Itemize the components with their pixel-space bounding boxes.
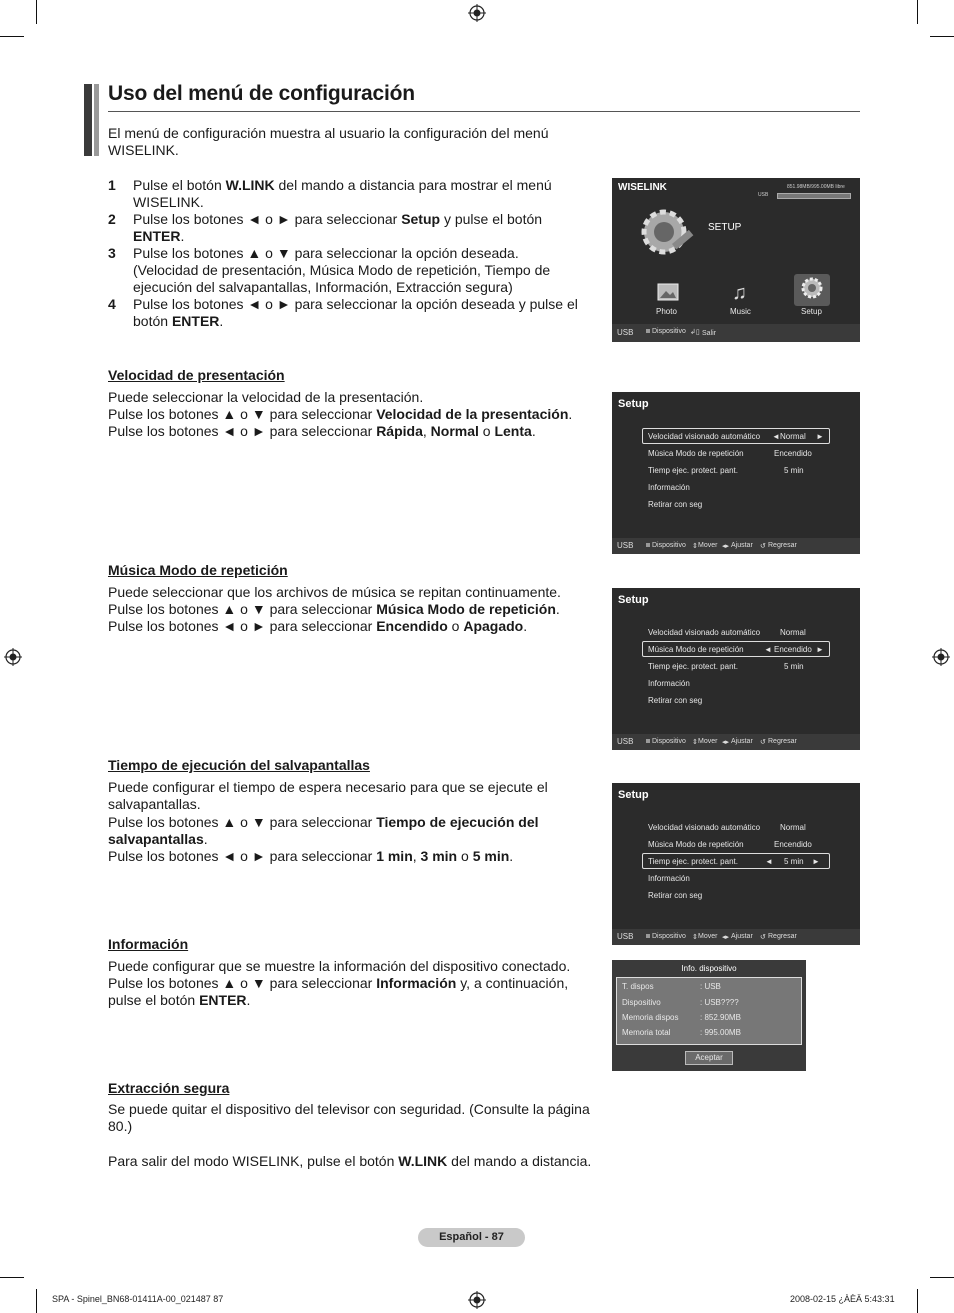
section-text: Pulse los botones ◄ o ► para seleccionar Rápida, Normal o Lenta. <box>108 423 536 439</box>
photo-icon[interactable] <box>657 283 679 301</box>
crop-mark <box>36 1289 37 1313</box>
footer-mover: Mover <box>698 738 718 745</box>
print-footer-right: 2008-02-15 ¿ÀÈÄ 5:43:31 <box>790 1294 895 1304</box>
info-value: : USB???? <box>700 998 739 1007</box>
leftright-icon: ◂▸ <box>722 739 730 746</box>
storage-label: 851.98MB/995.00MB libre <box>787 184 845 190</box>
menu-row-musica[interactable]: Música Modo de repetición <box>648 645 744 654</box>
footer-usb: USB <box>617 541 634 550</box>
crop-mark <box>917 1289 918 1313</box>
setup-footer <box>612 929 860 945</box>
section-text: Puede configurar que se muestre la información del dispositivo conectado. <box>108 958 571 974</box>
return-icon: ↺ <box>760 934 766 941</box>
menu-row-musica[interactable]: Música Modo de repetición <box>648 840 744 849</box>
menu-value: 5 min <box>784 857 804 866</box>
step-number: 1 <box>108 177 116 193</box>
footer-regresar: Regresar <box>768 933 797 940</box>
right-arrow-icon[interactable]: ► <box>816 645 824 654</box>
tab-setup[interactable]: Setup <box>801 307 822 316</box>
right-arrow-icon[interactable]: ► <box>812 857 820 866</box>
setup-footer <box>612 734 860 750</box>
setup-title: Setup <box>618 789 649 801</box>
left-arrow-icon[interactable]: ◄ <box>765 857 773 866</box>
red-key-icon <box>646 329 650 333</box>
info-value: : 995.00MB <box>700 1028 741 1037</box>
registration-mark-icon <box>932 648 950 666</box>
footer-ajustar: Ajustar <box>731 542 753 549</box>
info-dialog <box>612 960 806 1071</box>
menu-row-retirar[interactable]: Retirar con seg <box>648 500 703 509</box>
return-icon: ↺ <box>760 739 766 746</box>
right-arrow-icon[interactable]: ► <box>816 432 824 441</box>
footer-dispositivo: Dispositivo <box>652 933 686 940</box>
crop-mark <box>36 0 37 24</box>
info-value: : USB <box>700 982 721 991</box>
menu-value: Encendido <box>774 449 812 458</box>
crop-mark <box>0 1277 24 1278</box>
aceptar-button[interactable]: Aceptar <box>685 1051 733 1065</box>
setup-small-gear-icon[interactable] <box>800 276 824 300</box>
footer-usb: USB <box>617 328 634 337</box>
step-number: 3 <box>108 245 116 261</box>
wiselink-screen <box>612 178 860 342</box>
updown-icon: ⇕ <box>692 934 698 941</box>
footer-ajustar: Ajustar <box>731 933 753 940</box>
footer-salir: Salir <box>702 330 717 337</box>
step-text: Pulse los botones ◄ o ► para seleccionar la opción deseada y pulse el botón ENTER. <box>133 296 578 329</box>
info-key: Memoria dispos <box>622 1013 679 1022</box>
page-number-label: Español - 87 <box>418 1228 525 1247</box>
section-text: Pulse los botones ◄ o ► para seleccionar Encendido o Apagado. <box>108 618 528 634</box>
section-heading: Extracción segura <box>108 1080 230 1096</box>
tab-music[interactable]: Music <box>730 307 751 316</box>
updown-icon: ⇕ <box>692 739 698 746</box>
left-arrow-icon[interactable]: ◄ <box>772 432 780 441</box>
menu-row-retirar[interactable]: Retirar con seg <box>648 891 703 900</box>
registration-mark-icon <box>4 648 22 666</box>
menu-row-tiempo[interactable]: Tiemp ejec. protect. pant. <box>648 662 738 671</box>
footer-dispositivo: Dispositivo <box>652 738 686 745</box>
section-text: Pulse los botones ▲ o ▼ para seleccionar Información y, a continuación, pulse el botón ENTER. <box>108 975 569 1008</box>
crop-mark <box>930 36 954 37</box>
menu-value: 5 min <box>784 662 804 671</box>
info-dialog-title: Info. dispositivo <box>681 964 737 973</box>
setup-footer <box>612 538 860 554</box>
wiselink-footer <box>612 324 860 342</box>
info-key: T. dispos <box>622 982 654 991</box>
section-heading: Información <box>108 936 189 952</box>
section-text: Pulse los botones ▲ o ▼ para seleccionar Velocidad de la presentación. <box>108 406 573 422</box>
section-text: Pulse los botones ◄ o ► para seleccionar 1 min, 3 min o 5 min. <box>108 848 514 864</box>
menu-row-tiempo[interactable]: Tiemp ejec. protect. pant. <box>648 466 738 475</box>
section-text: Para salir del modo WISELINK, pulse el botón W.LINK del mando a distancia. <box>108 1153 592 1169</box>
menu-row-velocidad[interactable]: Velocidad visionado automático <box>648 432 761 441</box>
section-text: Puede seleccionar la velocidad de la presentación. <box>108 389 424 405</box>
return-icon: ↺ <box>760 543 766 550</box>
footer-dispositivo: Dispositivo <box>652 328 686 335</box>
setup-screen <box>612 588 860 750</box>
step-number: 4 <box>108 296 116 312</box>
setup-screen <box>612 783 860 945</box>
menu-value: Normal <box>780 823 806 832</box>
print-footer-left: SPA - Spinel_BN68-01411A-00_021487 87 <box>52 1294 224 1304</box>
title-accent-bar <box>84 84 92 156</box>
info-value: : 852.90MB <box>700 1013 741 1022</box>
menu-row-velocidad[interactable]: Velocidad visionado automático <box>648 823 761 832</box>
setup-heading: SETUP <box>708 222 742 233</box>
page-title: Uso del menú de configuración <box>108 82 415 105</box>
menu-row-informacion[interactable]: Información <box>648 483 690 492</box>
footer-mover: Mover <box>698 933 718 940</box>
crop-mark <box>917 0 918 24</box>
left-arrow-icon[interactable]: ◄ <box>764 645 772 654</box>
step-text: Pulse los botones ▲ o ▼ para seleccionar la opción deseada. (Velocidad de presentación, Música Modo de repetición, Tiempo de ejecución del salvapantallas, Información, Extracción segura) <box>133 245 551 295</box>
info-key: Dispositivo <box>622 998 661 1007</box>
leftright-icon: ◂▸ <box>722 934 730 941</box>
exit-icon: ↲▯ <box>690 329 700 336</box>
section-text: Se puede quitar el dispositivo del televisor con seguridad. (Consulte la página 80.) <box>108 1101 590 1134</box>
section-text: Pulse los botones ▲ o ▼ para seleccionar Música Modo de repetición. <box>108 601 560 617</box>
registration-mark-icon <box>468 1291 486 1309</box>
footer-usb: USB <box>617 737 634 746</box>
title-accent-bar <box>94 84 99 156</box>
step-number: 2 <box>108 211 116 227</box>
registration-mark-icon <box>468 4 486 22</box>
menu-value: Normal <box>780 432 806 441</box>
usb-small-label: USB <box>758 192 769 198</box>
section-text: Puede seleccionar que los archivos de música se repitan continuamente. <box>108 584 561 600</box>
menu-value: Normal <box>780 628 806 637</box>
tab-photo[interactable]: Photo <box>656 307 677 316</box>
red-key-icon <box>646 739 650 743</box>
setup-title: Setup <box>618 594 649 606</box>
music-icon[interactable]: ♫ <box>732 282 747 304</box>
footer-usb: USB <box>617 932 634 941</box>
menu-row-informacion[interactable]: Información <box>648 874 690 883</box>
footer-ajustar: Ajustar <box>731 738 753 745</box>
section-heading: Tiempo de ejecución del salvapantallas <box>108 757 370 773</box>
info-key: Memoria total <box>622 1028 671 1037</box>
menu-row-musica[interactable]: Música Modo de repetición <box>648 449 744 458</box>
crop-mark <box>930 1277 954 1278</box>
menu-value: Encendido <box>774 645 812 654</box>
menu-row-tiempo[interactable]: Tiemp ejec. protect. pant. <box>648 857 738 866</box>
footer-regresar: Regresar <box>768 738 797 745</box>
leftright-icon: ◂▸ <box>722 543 730 550</box>
menu-value: 5 min <box>784 466 804 475</box>
footer-dispositivo: Dispositivo <box>652 542 686 549</box>
section-text: Puede configurar el tiempo de espera necesario para que se ejecute el salvapantallas. <box>108 779 548 812</box>
crop-mark <box>0 36 24 37</box>
menu-row-velocidad[interactable]: Velocidad visionado automático <box>648 628 761 637</box>
wiselink-title: WISELINK <box>618 182 667 193</box>
section-heading: Velocidad de presentación <box>108 367 285 383</box>
step-text: Pulse el botón W.LINK del mando a distancia para mostrar el menú WISELINK. <box>133 177 552 210</box>
setup-gear-icon <box>638 206 698 262</box>
red-key-icon <box>646 934 650 938</box>
section-text: Pulse los botones ▲ o ▼ para seleccionar Tiempo de ejecución del salvapantallas. <box>108 814 539 847</box>
menu-row-retirar[interactable]: Retirar con seg <box>648 696 703 705</box>
updown-icon: ⇕ <box>692 543 698 550</box>
title-rule <box>108 111 860 112</box>
storage-bar <box>777 193 851 199</box>
footer-mover: Mover <box>698 542 718 549</box>
setup-title: Setup <box>618 398 649 410</box>
setup-screen <box>612 392 860 554</box>
red-key-icon <box>646 543 650 547</box>
section-heading: Música Modo de repetición <box>108 562 288 578</box>
step-text: Pulse los botones ◄ o ► para seleccionar Setup y pulse el botón ENTER. <box>133 211 543 244</box>
menu-value: Encendido <box>774 840 812 849</box>
intro-text: El menú de configuración muestra al usuario la configuración del menú WISELINK. <box>108 125 549 158</box>
footer-regresar: Regresar <box>768 542 797 549</box>
menu-row-informacion[interactable]: Información <box>648 679 690 688</box>
